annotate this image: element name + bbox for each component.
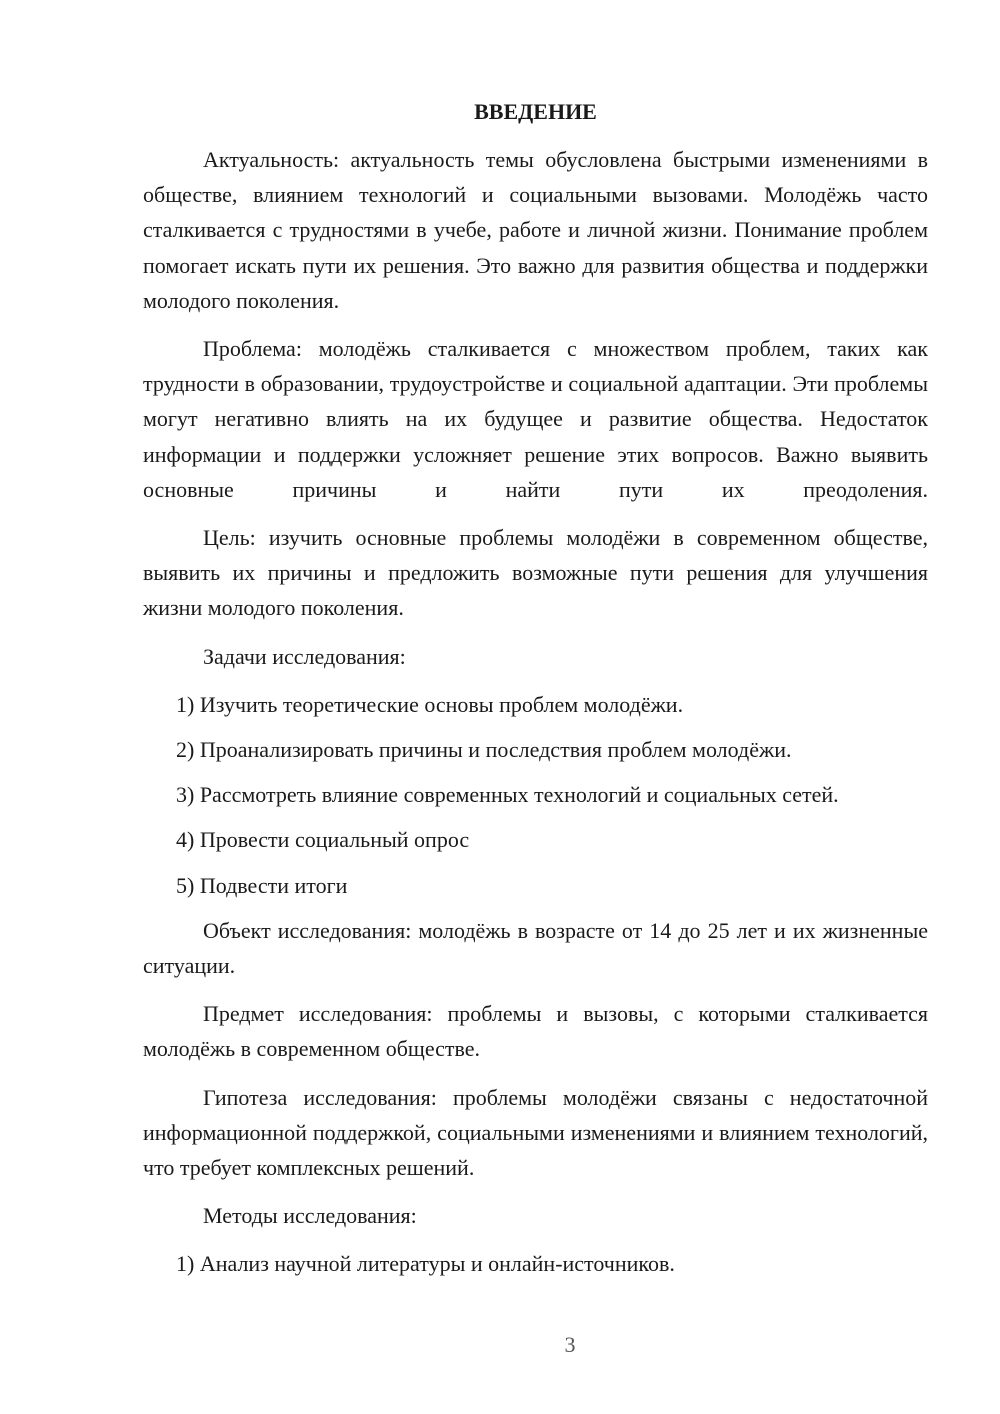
document-body [143,94,928,1292]
hypothesis-paragraph: Гипотеза исследования: проблемы молодёжи связаны с недостаточной информационной поддержкой, социальными изменениями и влиянием технологий, что требует комплексных решений. [143,1084,928,1181]
subject-paragraph: Предмет исследования: проблемы и вызовы, с которыми сталкивается молодёжь в современном обществе. [143,1001,928,1062]
page-title: ВВЕДЕНИЕ [474,99,597,124]
list-item: 1) Анализ научной литературы и онлайн-источников. [176,1251,675,1277]
list-item: 5) Подвести итоги [176,872,348,898]
problem-paragraph: Проблема: молодёжь сталкивается с множеством проблем, таких как трудности в образовании, трудоустройстве и социальной адаптации. Эти проблемы могут негативно влиять на их будущее и развитие общества. Недостаток информации и поддержки усложняет решение этих вопросов. Важно выявить основные причины и найти пути их преодоления. [143,336,928,502]
tasks-list [143,687,928,903]
tasks-heading: Задачи исследования: [203,643,406,669]
list-item: 4) Провести социальный опрос [176,827,470,853]
page-number: 3 [564,1332,576,1357]
methods-list [143,1246,928,1281]
list-item: 3) Рассмотреть влияние современных технологий и социальных сетей. [176,782,839,808]
list-item: 1) Изучить теоретические основы проблем молодёжи. [176,691,684,717]
methods-heading: Методы исследования: [203,1203,417,1229]
object-paragraph: Объект исследования: молодёжь в возрасте от 14 до 25 лет и их жизненные ситуации. [143,917,928,979]
list-item: 2) Проанализировать причины и последствия проблем молодёжи. [176,737,792,763]
goal-paragraph: Цель: изучить основные проблемы молодёжи в современном обществе, выявить их причины и предложить возможные пути решения для улучшения жизни молодого поколения. [143,525,928,621]
relevance-paragraph: Актуальность: актуальность темы обусловлена быстрыми изменениями в обществе, влиянием технологий и социальными вызовами. Молодёжь часто сталкивается с трудностями в учебе, работе и личной жизни. Понимание проблем помогает искать пути их решения. Это важно для развития общества и поддержки молодого поколения. [143,147,928,313]
